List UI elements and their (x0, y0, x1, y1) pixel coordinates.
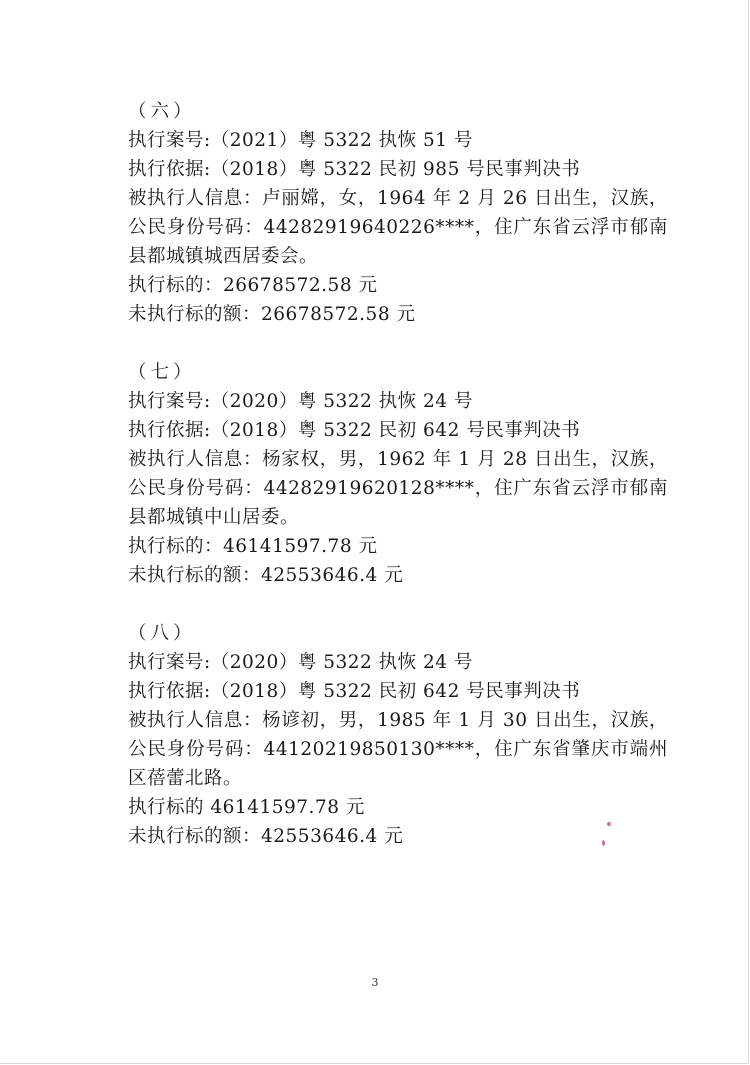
debtor-info-line-1: 被执行人信息：杨家权，男，1962 年 1 月 28 日出生，汉族， (128, 449, 668, 470)
debtor-info-line-3: 县都城镇中山居委。 (128, 507, 300, 528)
section-7 (128, 358, 668, 590)
document-body (128, 97, 668, 851)
case-number: 执行案号:（2020）粤 5322 执恢 24 号 (128, 391, 473, 412)
stamp-ink-mark (602, 840, 605, 846)
debtor-info-line-1: 被执行人信息：卢丽嫦，女，1964 年 2 月 26 日出生，汉族， (128, 188, 668, 209)
section-8 (128, 619, 668, 851)
section-heading: （六） (128, 101, 196, 122)
outstanding-amount: 未执行标的额：26678572.58 元 (128, 304, 416, 325)
execution-basis: 执行依据:（2018）粤 5322 民初 985 号民事判决书 (128, 159, 581, 180)
execution-target: 执行标的：26678572.58 元 (128, 275, 378, 296)
debtor-info-line-2: 公民身份号码：44282919620128****，住广东省云浮市郁南 (128, 478, 668, 499)
execution-target: 执行标的 46141597.78 元 (128, 797, 365, 818)
execution-basis: 执行依据:（2018）粤 5322 民初 642 号民事判决书 (128, 681, 581, 702)
debtor-info-line-2: 公民身份号码：44282919640226****，住广东省云浮市郁南 (128, 217, 668, 238)
debtor-info-line-2: 公民身份号码：44120219850130****，住广东省肇庆市端州 (128, 739, 668, 760)
execution-target: 执行标的：46141597.78 元 (128, 536, 378, 557)
outstanding-amount: 未执行标的额：42553646.4 元 (128, 826, 404, 847)
execution-basis: 执行依据:（2018）粤 5322 民初 642 号民事判决书 (128, 420, 581, 441)
section-6 (128, 97, 668, 329)
debtor-info-line-3: 区蓓蕾北路。 (128, 768, 243, 789)
stamp-ink-mark (607, 822, 611, 826)
debtor-info-line-3: 县都城镇城西居委会。 (128, 246, 319, 267)
section-heading: （七） (128, 362, 196, 383)
page-number: 3 (371, 976, 379, 989)
debtor-info-line-1: 被执行人信息：杨谚初，男，1985 年 1 月 30 日出生，汉族， (128, 710, 668, 731)
section-heading: （八） (128, 623, 196, 644)
case-number: 执行案号:（2021）粤 5322 执恢 51 号 (128, 130, 473, 151)
case-number: 执行案号:（2020）粤 5322 执恢 24 号 (128, 652, 473, 673)
outstanding-amount: 未执行标的额：42553646.4 元 (128, 565, 404, 586)
